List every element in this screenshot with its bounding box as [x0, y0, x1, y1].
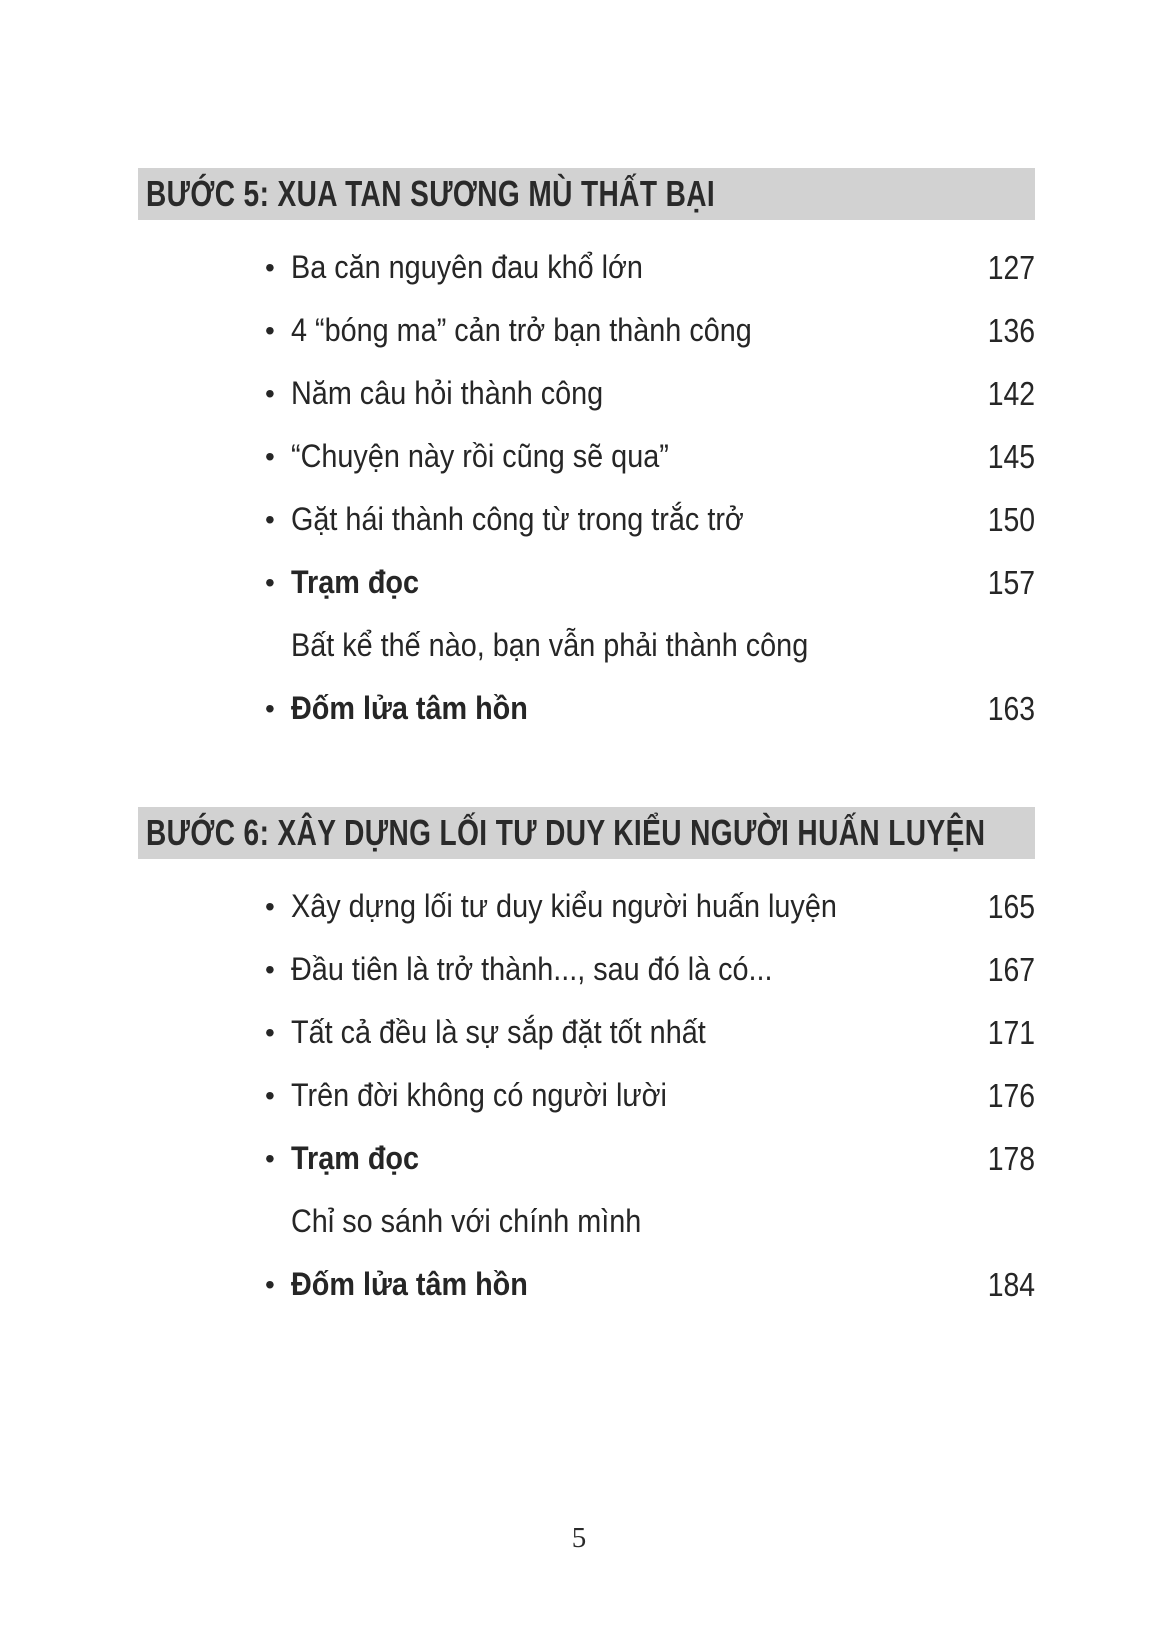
toc-item-label: 4 “bóng ma” cản trở bạn thành công: [291, 312, 752, 348]
toc-item-label: Trên đời không có người lười: [291, 1077, 667, 1113]
toc-item: [138, 1064, 1035, 1127]
toc-item-page: 167: [987, 950, 1035, 988]
toc-item: [138, 1190, 1035, 1253]
toc-item-label: Ba căn nguyên đau khổ lớn: [291, 249, 643, 285]
bullet-icon: •: [265, 1142, 275, 1174]
section-header-bar: [138, 807, 1035, 859]
bullet-icon: •: [265, 503, 275, 535]
section-items: [138, 859, 1035, 1316]
toc-item-page: 142: [987, 374, 1035, 412]
toc-item: [138, 614, 1035, 677]
toc-item-label: Chỉ so sánh với chính mình: [291, 1203, 642, 1239]
toc-item-page: 184: [987, 1265, 1035, 1303]
toc-item-label: Gặt hái thành công từ trong trắc trở: [291, 501, 744, 537]
toc-item-label: Đầu tiên là trở thành..., sau đó là có...: [291, 951, 773, 987]
bullet-icon: •: [265, 251, 275, 283]
toc-item: [138, 488, 1035, 551]
toc-content: [138, 168, 1035, 1316]
toc-item-page: 136: [987, 311, 1035, 349]
folio-page-number: 5: [571, 1522, 587, 1554]
toc-item-label: Tất cả đều là sự sắp đặt tốt nhất: [291, 1014, 706, 1050]
toc-item-page: 127: [987, 248, 1035, 286]
toc-item-page: 171: [987, 1013, 1035, 1051]
bullet-icon: •: [265, 440, 275, 472]
toc-item-label: Đốm lửa tâm hồn: [291, 690, 528, 726]
toc-item-label: Bất kể thế nào, bạn vẫn phải thành công: [291, 627, 809, 663]
toc-item-label: Năm câu hỏi thành công: [291, 375, 604, 411]
toc-item: [138, 362, 1035, 425]
toc-item-page: 163: [987, 689, 1035, 727]
toc-item-label: Xây dựng lối tư duy kiểu người huấn luyện: [291, 888, 837, 924]
bullet-icon: •: [265, 1079, 275, 1111]
toc-item: [138, 1253, 1035, 1316]
toc-item: [138, 875, 1035, 938]
section-title: BƯỚC 6: XÂY DỰNG LỐI TƯ DUY KIỂU NGƯỜI HUẤN LUYỆN: [146, 812, 986, 853]
toc-item-page: 176: [987, 1076, 1035, 1114]
toc-item: [138, 236, 1035, 299]
toc-item-label: Trạm đọc: [291, 1140, 420, 1176]
toc-item: [138, 551, 1035, 614]
section-header-bar: [138, 168, 1035, 220]
toc-item: [138, 425, 1035, 488]
toc-item-page: 157: [987, 563, 1035, 601]
toc-item: [138, 938, 1035, 1001]
toc-item-label: Trạm đọc: [291, 564, 420, 600]
toc-item: [138, 1127, 1035, 1190]
bullet-icon: •: [265, 314, 275, 346]
bullet-icon: •: [265, 1268, 275, 1300]
toc-item-page: 145: [987, 437, 1035, 475]
toc-item-page: 165: [987, 887, 1035, 925]
bullet-icon: •: [265, 377, 275, 409]
toc-item: [138, 299, 1035, 362]
toc-item-page: 178: [987, 1139, 1035, 1177]
section-title: BƯỚC 5: XUA TAN SƯƠNG MÙ THẤT BẠI: [146, 173, 716, 214]
toc-item-label: “Chuyện này rồi cũng sẽ qua”: [291, 438, 669, 474]
bullet-icon: •: [265, 566, 275, 598]
bullet-icon: •: [265, 1016, 275, 1048]
toc-item: [138, 677, 1035, 740]
toc-item-page: 150: [987, 500, 1035, 538]
bullet-icon: •: [265, 692, 275, 724]
toc-section: [138, 168, 1035, 740]
toc-item-label: Đốm lửa tâm hồn: [291, 1266, 528, 1302]
bullet-icon: •: [265, 953, 275, 985]
toc-item: [138, 1001, 1035, 1064]
toc-section: [138, 807, 1035, 1316]
section-items: [138, 220, 1035, 740]
bullet-icon: •: [265, 890, 275, 922]
